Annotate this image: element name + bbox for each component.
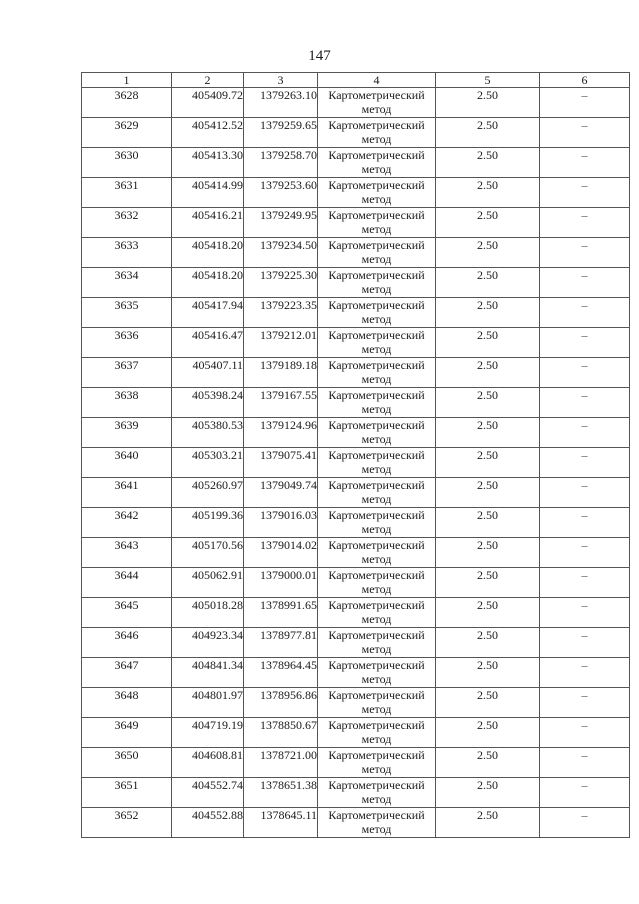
accuracy-cell: 2.50 <box>436 118 540 148</box>
accuracy-cell: 2.50 <box>436 358 540 388</box>
note-cell: – <box>540 508 630 538</box>
method-cell: Картометрический метод <box>318 88 436 118</box>
note-cell: – <box>540 598 630 628</box>
table-row <box>82 148 630 178</box>
note-cell: – <box>540 628 630 658</box>
point-number-cell: 3631 <box>82 178 172 208</box>
accuracy-cell: 2.50 <box>436 268 540 298</box>
point-number-cell: 3647 <box>82 658 172 688</box>
x-coordinate-cell: 405398.24 <box>172 388 244 418</box>
y-coordinate-cell: 1379234.50 <box>244 238 318 268</box>
y-coordinate-cell: 1378721.00 <box>244 748 318 778</box>
note-cell: – <box>540 358 630 388</box>
accuracy-cell: 2.50 <box>436 178 540 208</box>
point-number-cell: 3651 <box>82 778 172 808</box>
table-row <box>82 628 630 658</box>
column-header: 5 <box>436 73 540 88</box>
note-cell: – <box>540 478 630 508</box>
x-coordinate-cell: 405409.72 <box>172 88 244 118</box>
table-row <box>82 358 630 388</box>
x-coordinate-cell: 405418.20 <box>172 268 244 298</box>
note-cell: – <box>540 538 630 568</box>
y-coordinate-cell: 1379263.10 <box>244 88 318 118</box>
point-number-cell: 3638 <box>82 388 172 418</box>
table-row <box>82 478 630 508</box>
y-coordinate-cell: 1379014.02 <box>244 538 318 568</box>
method-cell: Картометрический метод <box>318 328 436 358</box>
x-coordinate-cell: 404801.97 <box>172 688 244 718</box>
method-cell: Картометрический метод <box>318 538 436 568</box>
y-coordinate-cell: 1378645.11 <box>244 808 318 838</box>
y-coordinate-cell: 1378964.45 <box>244 658 318 688</box>
note-cell: – <box>540 238 630 268</box>
method-cell: Картометрический метод <box>318 298 436 328</box>
note-cell: – <box>540 718 630 748</box>
accuracy-cell: 2.50 <box>436 148 540 178</box>
table-row <box>82 748 630 778</box>
point-number-cell: 3641 <box>82 478 172 508</box>
point-number-cell: 3636 <box>82 328 172 358</box>
accuracy-cell: 2.50 <box>436 688 540 718</box>
point-number-cell: 3629 <box>82 118 172 148</box>
point-number-cell: 3630 <box>82 148 172 178</box>
method-cell: Картометрический метод <box>318 268 436 298</box>
x-coordinate-cell: 405417.94 <box>172 298 244 328</box>
accuracy-cell: 2.50 <box>436 778 540 808</box>
y-coordinate-cell: 1379249.95 <box>244 208 318 238</box>
method-cell: Картометрический метод <box>318 598 436 628</box>
point-number-cell: 3637 <box>82 358 172 388</box>
point-number-cell: 3639 <box>82 418 172 448</box>
table-row <box>82 598 630 628</box>
point-number-cell: 3643 <box>82 538 172 568</box>
note-cell: – <box>540 268 630 298</box>
accuracy-cell: 2.50 <box>436 448 540 478</box>
table-row <box>82 118 630 148</box>
accuracy-cell: 2.50 <box>436 298 540 328</box>
table-row <box>82 448 630 478</box>
method-cell: Картометрический метод <box>318 178 436 208</box>
method-cell: Картометрический метод <box>318 628 436 658</box>
y-coordinate-cell: 1379167.55 <box>244 388 318 418</box>
accuracy-cell: 2.50 <box>436 538 540 568</box>
table-row <box>82 418 630 448</box>
accuracy-cell: 2.50 <box>436 598 540 628</box>
method-cell: Картометрический метод <box>318 808 436 838</box>
x-coordinate-cell: 405416.21 <box>172 208 244 238</box>
y-coordinate-cell: 1379016.03 <box>244 508 318 538</box>
point-number-cell: 3646 <box>82 628 172 658</box>
x-coordinate-cell: 404841.34 <box>172 658 244 688</box>
x-coordinate-cell: 405412.52 <box>172 118 244 148</box>
table-row <box>82 298 630 328</box>
coordinates-table <box>81 72 630 838</box>
y-coordinate-cell: 1379189.18 <box>244 358 318 388</box>
note-cell: – <box>540 418 630 448</box>
table-row <box>82 808 630 838</box>
method-cell: Картометрический метод <box>318 778 436 808</box>
table-row <box>82 718 630 748</box>
point-number-cell: 3634 <box>82 268 172 298</box>
table-body <box>82 88 630 838</box>
y-coordinate-cell: 1379000.01 <box>244 568 318 598</box>
method-cell: Картометрический метод <box>318 748 436 778</box>
point-number-cell: 3649 <box>82 718 172 748</box>
note-cell: – <box>540 118 630 148</box>
note-cell: – <box>540 748 630 778</box>
table-row <box>82 328 630 358</box>
accuracy-cell: 2.50 <box>436 478 540 508</box>
note-cell: – <box>540 808 630 838</box>
y-coordinate-cell: 1379075.41 <box>244 448 318 478</box>
y-coordinate-cell: 1378850.67 <box>244 718 318 748</box>
x-coordinate-cell: 404552.88 <box>172 808 244 838</box>
y-coordinate-cell: 1379124.96 <box>244 418 318 448</box>
accuracy-cell: 2.50 <box>436 718 540 748</box>
method-cell: Картометрический метод <box>318 718 436 748</box>
x-coordinate-cell: 405416.47 <box>172 328 244 358</box>
point-number-cell: 3645 <box>82 598 172 628</box>
y-coordinate-cell: 1379258.70 <box>244 148 318 178</box>
table-header <box>82 73 630 88</box>
table-row <box>82 238 630 268</box>
note-cell: – <box>540 148 630 178</box>
point-number-cell: 3640 <box>82 448 172 478</box>
x-coordinate-cell: 405303.21 <box>172 448 244 478</box>
accuracy-cell: 2.50 <box>436 388 540 418</box>
accuracy-cell: 2.50 <box>436 328 540 358</box>
point-number-cell: 3644 <box>82 568 172 598</box>
note-cell: – <box>540 658 630 688</box>
table-row <box>82 388 630 418</box>
column-header: 2 <box>172 73 244 88</box>
table-row <box>82 208 630 238</box>
note-cell: – <box>540 208 630 238</box>
table-row <box>82 658 630 688</box>
header-row <box>82 73 630 88</box>
x-coordinate-cell: 404923.34 <box>172 628 244 658</box>
accuracy-cell: 2.50 <box>436 808 540 838</box>
note-cell: – <box>540 688 630 718</box>
x-coordinate-cell: 405413.30 <box>172 148 244 178</box>
y-coordinate-cell: 1378991.65 <box>244 598 318 628</box>
y-coordinate-cell: 1379049.74 <box>244 478 318 508</box>
table-row <box>82 508 630 538</box>
method-cell: Картометрический метод <box>318 208 436 238</box>
method-cell: Картометрический метод <box>318 358 436 388</box>
method-cell: Картометрический метод <box>318 418 436 448</box>
note-cell: – <box>540 88 630 118</box>
x-coordinate-cell: 405170.56 <box>172 538 244 568</box>
y-coordinate-cell: 1378651.38 <box>244 778 318 808</box>
note-cell: – <box>540 778 630 808</box>
accuracy-cell: 2.50 <box>436 658 540 688</box>
point-number-cell: 3648 <box>82 688 172 718</box>
method-cell: Картометрический метод <box>318 118 436 148</box>
note-cell: – <box>540 568 630 598</box>
x-coordinate-cell: 405418.20 <box>172 238 244 268</box>
point-number-cell: 3633 <box>82 238 172 268</box>
method-cell: Картометрический метод <box>318 508 436 538</box>
page-number: 147 <box>308 48 331 64</box>
table-row <box>82 538 630 568</box>
table-row <box>82 178 630 208</box>
note-cell: – <box>540 328 630 358</box>
point-number-cell: 3635 <box>82 298 172 328</box>
method-cell: Картометрический метод <box>318 148 436 178</box>
y-coordinate-cell: 1379223.35 <box>244 298 318 328</box>
note-cell: – <box>540 178 630 208</box>
point-number-cell: 3628 <box>82 88 172 118</box>
accuracy-cell: 2.50 <box>436 418 540 448</box>
x-coordinate-cell: 405380.53 <box>172 418 244 448</box>
x-coordinate-cell: 405199.36 <box>172 508 244 538</box>
y-coordinate-cell: 1378956.86 <box>244 688 318 718</box>
method-cell: Картометрический метод <box>318 568 436 598</box>
y-coordinate-cell: 1379212.01 <box>244 328 318 358</box>
accuracy-cell: 2.50 <box>436 208 540 238</box>
note-cell: – <box>540 448 630 478</box>
method-cell: Картометрический метод <box>318 658 436 688</box>
note-cell: – <box>540 388 630 418</box>
x-coordinate-cell: 404552.74 <box>172 778 244 808</box>
accuracy-cell: 2.50 <box>436 88 540 118</box>
accuracy-cell: 2.50 <box>436 748 540 778</box>
x-coordinate-cell: 405407.11 <box>172 358 244 388</box>
table-row <box>82 268 630 298</box>
accuracy-cell: 2.50 <box>436 508 540 538</box>
table-row <box>82 778 630 808</box>
y-coordinate-cell: 1379259.65 <box>244 118 318 148</box>
y-coordinate-cell: 1379253.60 <box>244 178 318 208</box>
method-cell: Картометрический метод <box>318 478 436 508</box>
x-coordinate-cell: 405260.97 <box>172 478 244 508</box>
y-coordinate-cell: 1379225.30 <box>244 268 318 298</box>
accuracy-cell: 2.50 <box>436 568 540 598</box>
column-header: 1 <box>82 73 172 88</box>
x-coordinate-cell: 405414.99 <box>172 178 244 208</box>
accuracy-cell: 2.50 <box>436 628 540 658</box>
column-header: 6 <box>540 73 630 88</box>
point-number-cell: 3650 <box>82 748 172 778</box>
method-cell: Картометрический метод <box>318 238 436 268</box>
point-number-cell: 3642 <box>82 508 172 538</box>
method-cell: Картометрический метод <box>318 688 436 718</box>
accuracy-cell: 2.50 <box>436 238 540 268</box>
note-cell: – <box>540 298 630 328</box>
x-coordinate-cell: 405018.28 <box>172 598 244 628</box>
column-header: 3 <box>244 73 318 88</box>
point-number-cell: 3632 <box>82 208 172 238</box>
method-cell: Картометрический метод <box>318 448 436 478</box>
column-header: 4 <box>318 73 436 88</box>
x-coordinate-cell: 404608.81 <box>172 748 244 778</box>
table-row <box>82 688 630 718</box>
table-row <box>82 568 630 598</box>
method-cell: Картометрический метод <box>318 388 436 418</box>
x-coordinate-cell: 404719.19 <box>172 718 244 748</box>
y-coordinate-cell: 1378977.81 <box>244 628 318 658</box>
table-row <box>82 88 630 118</box>
x-coordinate-cell: 405062.91 <box>172 568 244 598</box>
point-number-cell: 3652 <box>82 808 172 838</box>
